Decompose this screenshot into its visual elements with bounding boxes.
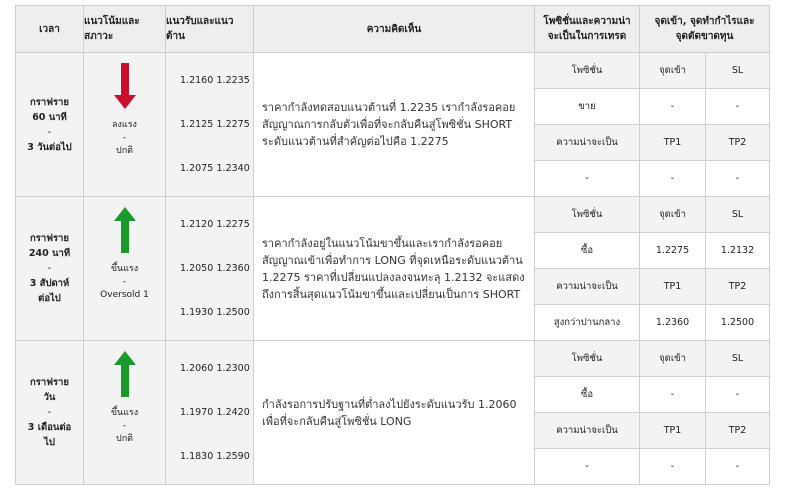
resistance-level: 1.2360 — [216, 263, 250, 274]
comment-cell: ราคากำลังอยู่ในแนวโน้มขาขึ้นและเรากำลังรอคอยสัญญาณเข้าเพื่อทำการ LONG ที่จุดเหนือระดับแนวต้าน 1.2275 ราคาที่เปลี่ยนแปลงลงจนทะลุ 1.2132 จะแสดงถึงการสิ้นสุดแนวโน้มขาขึ้นและเปลี่ยนเป็นการ SHORT — [254, 197, 535, 341]
level-pair — [166, 103, 253, 147]
period-cell — [16, 341, 84, 485]
trend-dot: - — [122, 421, 127, 431]
position-cell: - — [640, 377, 706, 413]
support-level: 1.2050 — [180, 263, 214, 274]
support-level: 1.2160 — [180, 75, 214, 86]
position-cell: TP1 — [640, 125, 706, 161]
position-cell: - — [706, 89, 770, 125]
forecast-table — [15, 5, 770, 485]
position-cell: โพซิชั่น — [535, 197, 640, 233]
trend-state: Oversold 1 — [100, 290, 149, 300]
period-line3: 3 วันต่อไป — [27, 141, 72, 153]
position-cell: - — [706, 449, 770, 485]
header-position: โพซิชั่นและความน่า จะเป็นในการเทรด — [535, 6, 640, 53]
position-cell: จุดเข้า — [640, 341, 706, 377]
period-line2: 240 นาที — [28, 248, 71, 259]
table-row — [16, 197, 770, 233]
period-line3: 3 เดือนต่อ ไป — [27, 422, 72, 448]
resistance-level: 1.2235 — [216, 75, 250, 86]
resistance-level: 1.2420 — [216, 407, 250, 418]
position-cell: ซื้อ — [535, 377, 640, 413]
position-cell: สูงกว่าปานกลาง — [535, 305, 640, 341]
level-pair — [166, 391, 253, 435]
position-cell: SL — [706, 53, 770, 89]
position-cell: 1.2360 — [640, 305, 706, 341]
position-cell: 1.2132 — [706, 233, 770, 269]
support-level: 1.1930 — [180, 307, 214, 318]
levels-cell — [166, 197, 254, 341]
header-trend: แนวโน้มและ สภาวะ — [84, 6, 166, 53]
arrow-up-icon — [84, 341, 165, 407]
position-cell: 1.2500 — [706, 305, 770, 341]
position-cell: TP1 — [640, 413, 706, 449]
arrow-up-icon — [84, 197, 165, 263]
position-cell: จุดเข้า — [640, 197, 706, 233]
position-cell: จุดเข้า — [640, 53, 706, 89]
period-line1: กราฟราย — [30, 96, 69, 108]
header-comment: ความคิดเห็น — [254, 6, 535, 53]
level-pair — [166, 147, 253, 191]
position-cell: SL — [706, 197, 770, 233]
period-line1: กราฟราย — [30, 377, 69, 388]
position-cell: SL — [706, 341, 770, 377]
position-cell: 1.2275 — [640, 233, 706, 269]
level-pair — [166, 347, 253, 391]
resistance-level: 1.2275 — [216, 119, 250, 130]
table-row — [16, 341, 770, 377]
position-cell: โพซิชั่น — [535, 341, 640, 377]
period-dot: - — [47, 407, 52, 418]
support-level: 1.2125 — [180, 119, 214, 130]
position-cell: ความน่าจะเป็น — [535, 269, 640, 305]
trend-label: ลงแรง — [112, 120, 137, 130]
level-pair — [166, 291, 253, 335]
trend-cell — [84, 197, 166, 341]
position-cell: ความน่าจะเป็น — [535, 413, 640, 449]
period-line1: กราฟราย — [30, 233, 69, 244]
resistance-level: 1.2590 — [216, 451, 250, 462]
levels-cell — [166, 53, 254, 197]
trend-label: ขึ้นแรง — [110, 408, 139, 418]
position-cell: โพซิชั่น — [535, 53, 640, 89]
level-pair — [166, 203, 253, 247]
header-time: เวลา — [16, 6, 84, 53]
position-cell: - — [535, 449, 640, 485]
level-pair — [166, 59, 253, 103]
position-cell: ขาย — [535, 89, 640, 125]
resistance-level: 1.2275 — [216, 219, 250, 230]
period-line2: วัน — [43, 392, 56, 403]
support-level: 1.1830 — [180, 451, 214, 462]
position-cell: - — [706, 377, 770, 413]
trend-cell — [84, 341, 166, 485]
support-level: 1.1970 — [180, 407, 214, 418]
period-cell — [16, 53, 84, 197]
trend-cell — [84, 53, 166, 197]
support-level: 1.2075 — [180, 163, 214, 174]
trend-state: ปกติ — [115, 434, 133, 444]
support-level: 1.2120 — [180, 219, 214, 230]
position-cell: ความน่าจะเป็น — [535, 125, 640, 161]
position-cell: - — [640, 449, 706, 485]
period-dot: - — [47, 263, 52, 274]
position-cell: TP2 — [706, 125, 770, 161]
position-cell: - — [535, 161, 640, 197]
position-cell: - — [706, 161, 770, 197]
period-cell — [16, 197, 84, 341]
period-line2: 60 นาที — [32, 111, 67, 123]
trend-dot: - — [122, 277, 127, 287]
comment-cell: ราคากำลังทดสอบแนวต้านที่ 1.2235 เรากำลังรอคอยสัญญาณการกลับตัวเพื่อที่จะกลับคืนสู่โพซิชั่น SHORT ระดับแนวต้านที่สำคัญต่อไปคือ 1.2275 — [254, 53, 535, 197]
trend-dot: - — [122, 133, 127, 143]
level-pair — [166, 247, 253, 291]
level-pair — [166, 435, 253, 479]
levels-cell — [166, 341, 254, 485]
period-line3: 3 สัปดาห์ ต่อไป — [29, 278, 70, 304]
comment-cell: กำลังรอการปรับฐานที่ต่ำลงไปยังระดับแนวรับ 1.2060 เพื่อที่จะกลับคืนสู่โพซิชั่น LONG — [254, 341, 535, 485]
position-cell: ซื้อ — [535, 233, 640, 269]
position-cell: - — [640, 89, 706, 125]
period-dot: - — [47, 126, 52, 138]
header-levels: แนวรับและแนว ต้าน — [166, 6, 254, 53]
table-row — [16, 53, 770, 89]
support-level: 1.2060 — [180, 363, 214, 374]
position-cell: TP2 — [706, 413, 770, 449]
arrow-down-icon — [84, 53, 165, 119]
position-cell: TP2 — [706, 269, 770, 305]
position-cell: - — [640, 161, 706, 197]
resistance-level: 1.2300 — [216, 363, 250, 374]
position-cell: TP1 — [640, 269, 706, 305]
resistance-level: 1.2340 — [216, 163, 250, 174]
header-entry: จุดเข้า, จุดทำกำไรและ จุดตัดขาดทุน — [640, 6, 770, 53]
resistance-level: 1.2500 — [216, 307, 250, 318]
trend-label: ขึ้นแรง — [110, 264, 139, 274]
trend-state: ปกติ — [115, 146, 133, 156]
header-row — [16, 6, 770, 53]
